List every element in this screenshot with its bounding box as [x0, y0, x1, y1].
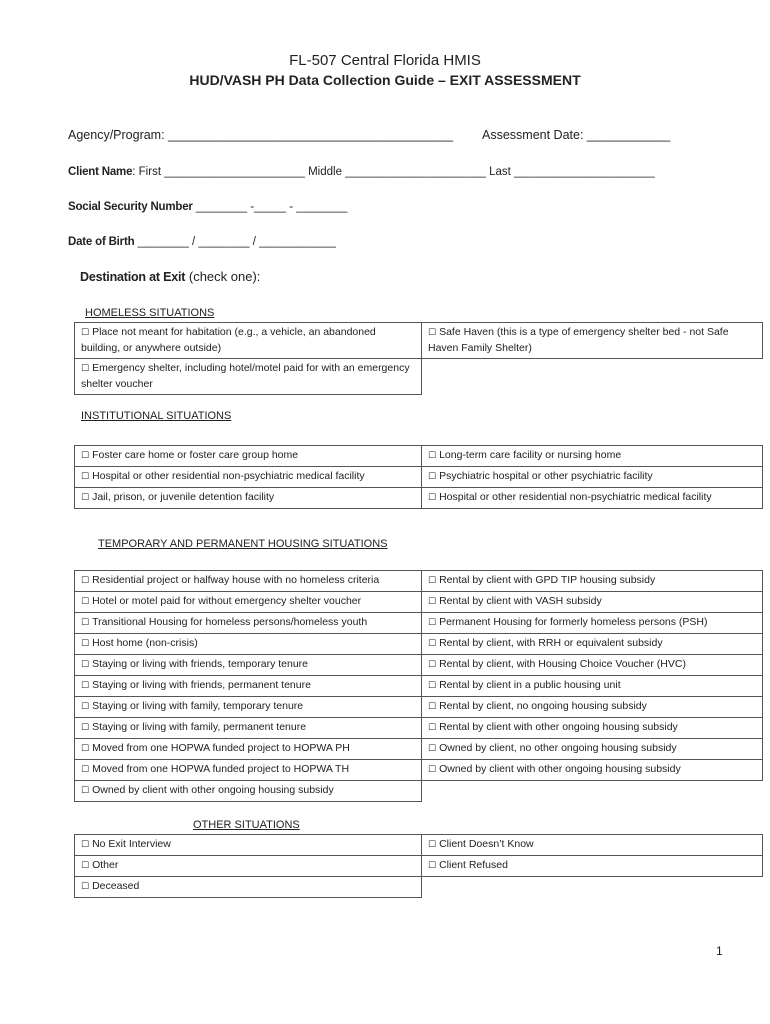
checkbox-icon[interactable]: ☐ [81, 493, 90, 503]
checkbox-option [422, 856, 763, 877]
ssn-blanks: ________ -_____ - ________ [192, 201, 348, 213]
table-row [75, 571, 763, 592]
checkbox-option [422, 634, 763, 655]
checkbox-icon[interactable]: ☐ [81, 786, 90, 796]
checkbox-label: Rental by client, no ongoing housing subsidy [439, 700, 647, 712]
checkbox-icon[interactable]: ☐ [428, 639, 437, 649]
section-title-temporary: TEMPORARY AND PERMANENT HOUSING SITUATIONS [98, 538, 388, 550]
checkbox-option [75, 697, 422, 718]
checkbox-label: Jail, prison, or juvenile detention facility [92, 491, 275, 503]
checkbox-icon[interactable]: ☐ [81, 882, 90, 892]
checkbox-icon[interactable]: ☐ [428, 472, 437, 482]
checkbox-option [75, 781, 422, 802]
table-row [75, 739, 763, 760]
checkbox-label: Client Doesn’t Know [439, 838, 534, 850]
page-number: 1 [716, 944, 723, 958]
table-row [75, 359, 763, 395]
checkbox-option [75, 323, 422, 359]
checkbox-option [75, 592, 422, 613]
checkbox-option [75, 718, 422, 739]
checkbox-option [75, 655, 422, 676]
checkbox-label: No Exit Interview [92, 838, 171, 850]
client-name-label: Client Name [68, 166, 133, 178]
checkbox-icon[interactable]: ☐ [81, 840, 90, 850]
checkbox-label: Host home (non-crisis) [92, 637, 198, 649]
table-row [75, 655, 763, 676]
checkbox-icon[interactable]: ☐ [81, 576, 90, 586]
checkbox-option [75, 634, 422, 655]
checkbox-option [75, 359, 422, 395]
checkbox-label: Staying or living with friends, temporary tenure [92, 658, 309, 670]
checkbox-label: Rental by client, with RRH or equivalent subsidy [439, 637, 663, 649]
checkbox-label: Rental by client with GPD TIP housing subsidy [439, 574, 656, 586]
other-table [74, 834, 763, 898]
client-name-blanks: : First ______________________ Middle ______________________ Last ______________________ [132, 166, 655, 178]
destination-heading [80, 269, 260, 284]
checkbox-icon[interactable]: ☐ [428, 328, 437, 338]
checkbox-option [422, 323, 763, 359]
table-row [75, 467, 763, 488]
checkbox-option [422, 613, 763, 634]
homeless-table [74, 322, 763, 395]
checkbox-option [75, 613, 422, 634]
checkbox-icon[interactable]: ☐ [81, 597, 90, 607]
checkbox-icon[interactable]: ☐ [428, 702, 437, 712]
empty-cell [422, 359, 763, 395]
checkbox-label: Owned by client with other ongoing housing subsidy [439, 763, 681, 775]
checkbox-label: Place not meant for habitation (e.g., a vehicle, an abandoned building, or anywhere outside) [81, 326, 376, 354]
checkbox-label: Transitional Housing for homeless persons/homeless youth [92, 616, 368, 628]
checkbox-icon[interactable]: ☐ [81, 639, 90, 649]
checkbox-label: Other [92, 859, 119, 871]
temporary-table [74, 570, 763, 802]
checkbox-label: Owned by client, no other ongoing housing subsidy [439, 742, 677, 754]
table-row [75, 446, 763, 467]
checkbox-option [422, 488, 763, 509]
section-title-other: OTHER SITUATIONS [193, 819, 300, 831]
client-name-field[interactable] [68, 164, 655, 178]
form-title: HUD/VASH PH Data Collection Guide – EXIT ASSESSMENT [189, 72, 581, 88]
checkbox-icon[interactable]: ☐ [428, 660, 437, 670]
table-row [75, 781, 763, 802]
table-row [75, 488, 763, 509]
checkbox-label: Residential project or halfway house with no homeless criteria [92, 574, 380, 586]
table-row [75, 697, 763, 718]
checkbox-option [422, 571, 763, 592]
checkbox-label: Safe Haven (this is a type of emergency shelter bed - not Safe Haven Family Shelter) [428, 326, 729, 354]
table-row [75, 877, 763, 898]
checkbox-icon[interactable]: ☐ [81, 765, 90, 775]
checkbox-icon[interactable]: ☐ [81, 451, 90, 461]
checkbox-label: Rental by client in a public housing unit [439, 679, 621, 691]
checkbox-label: Hotel or motel paid for without emergency shelter voucher [92, 595, 362, 607]
checkbox-option [422, 718, 763, 739]
checkbox-label: Permanent Housing for formerly homeless persons (PSH) [439, 616, 708, 628]
table-row [75, 323, 763, 359]
checkbox-option [75, 760, 422, 781]
dob-field[interactable] [68, 234, 336, 248]
checkbox-icon[interactable]: ☐ [428, 765, 437, 775]
checkbox-label: Staying or living with friends, permanent tenure [92, 679, 311, 691]
checkbox-icon[interactable]: ☐ [428, 723, 437, 733]
checkbox-icon[interactable]: ☐ [81, 723, 90, 733]
checkbox-option [422, 467, 763, 488]
table-row [75, 856, 763, 877]
checkbox-option [75, 467, 422, 488]
checkbox-icon[interactable]: ☐ [81, 472, 90, 482]
empty-cell [422, 877, 763, 898]
checkbox-label: Long-term care facility or nursing home [439, 449, 622, 461]
checkbox-label: Emergency shelter, including hotel/motel paid for with an emergency shelter voucher [81, 362, 410, 390]
checkbox-option [422, 446, 763, 467]
dob-label: Date of Birth [68, 236, 135, 248]
checkbox-icon[interactable]: ☐ [428, 681, 437, 691]
checkbox-icon[interactable]: ☐ [428, 744, 437, 754]
checkbox-icon[interactable]: ☐ [81, 618, 90, 628]
checkbox-icon[interactable]: ☐ [81, 681, 90, 691]
checkbox-option [422, 760, 763, 781]
checkbox-label: Staying or living with family, permanent tenure [92, 721, 307, 733]
checkbox-label: Owned by client with other ongoing housing subsidy [92, 784, 334, 796]
checkbox-option [422, 697, 763, 718]
checkbox-label: Psychiatric hospital or other psychiatric facility [439, 470, 653, 482]
checkbox-label: Hospital or other residential non-psychiatric medical facility [92, 470, 365, 482]
assessment-date-field[interactable]: Assessment Date: ____________ [482, 128, 671, 142]
checkbox-label: Client Refused [439, 859, 508, 871]
checkbox-option [422, 655, 763, 676]
checkbox-option [422, 739, 763, 760]
checkbox-icon[interactable]: ☐ [428, 618, 437, 628]
table-row [75, 760, 763, 781]
checkbox-icon[interactable]: ☐ [81, 702, 90, 712]
checkbox-label: Moved from one HOPWA funded project to HOPWA PH [92, 742, 350, 754]
destination-label: Destination at Exit [80, 270, 186, 284]
checkbox-label: Hospital or other residential non-psychiatric medical facility [439, 491, 712, 503]
checkbox-option [75, 488, 422, 509]
section-title-institutional: INSTITUTIONAL SITUATIONS [81, 410, 232, 422]
empty-cell [422, 781, 763, 802]
table-row [75, 718, 763, 739]
checkbox-label: Staying or living with family, temporary tenure [92, 700, 304, 712]
table-row [75, 634, 763, 655]
checkbox-icon[interactable]: ☐ [81, 328, 90, 338]
checkbox-label: Rental by client with other ongoing housing subsidy [439, 721, 678, 733]
section-title-homeless: HOMELESS SITUATIONS [85, 307, 215, 319]
checkbox-option [75, 739, 422, 760]
ssn-label: Social Security Number [68, 201, 193, 213]
checkbox-icon[interactable]: ☐ [428, 576, 437, 586]
checkbox-label: Rental by client with VASH subsidy [439, 595, 602, 607]
table-row [75, 835, 763, 856]
checkbox-icon[interactable]: ☐ [428, 861, 437, 871]
checkbox-icon[interactable]: ☐ [81, 660, 90, 670]
checkbox-label: Foster care home or foster care group home [92, 449, 299, 461]
checkbox-icon[interactable]: ☐ [428, 840, 437, 850]
checkbox-option [422, 835, 763, 856]
destination-hint: (check one): [185, 269, 261, 284]
checkbox-option [75, 446, 422, 467]
checkbox-icon[interactable]: ☐ [428, 493, 437, 503]
checkbox-option [75, 856, 422, 877]
checkbox-option [75, 877, 422, 898]
table-row [75, 592, 763, 613]
checkbox-icon[interactable]: ☐ [428, 451, 437, 461]
checkbox-label: Deceased [92, 880, 140, 892]
table-row [75, 613, 763, 634]
institutional-table [74, 445, 763, 509]
checkbox-option [75, 835, 422, 856]
checkbox-option [75, 676, 422, 697]
agency-program-field[interactable]: Agency/Program: _________________________________________ [68, 128, 454, 142]
checkbox-option [75, 571, 422, 592]
checkbox-label: Moved from one HOPWA funded project to HOPWA TH [92, 763, 350, 775]
checkbox-option [422, 592, 763, 613]
dob-blanks: ________ / ________ / ____________ [134, 236, 336, 248]
checkbox-label: Rental by client, with Housing Choice Voucher (HVC) [439, 658, 686, 670]
checkbox-icon[interactable]: ☐ [428, 597, 437, 607]
form-header-line1: FL-507 Central Florida HMIS [289, 52, 481, 69]
checkbox-icon[interactable]: ☐ [81, 744, 90, 754]
checkbox-icon[interactable]: ☐ [81, 861, 90, 871]
ssn-field[interactable] [68, 199, 347, 213]
checkbox-icon[interactable]: ☐ [81, 364, 90, 374]
table-row [75, 676, 763, 697]
checkbox-option [422, 676, 763, 697]
